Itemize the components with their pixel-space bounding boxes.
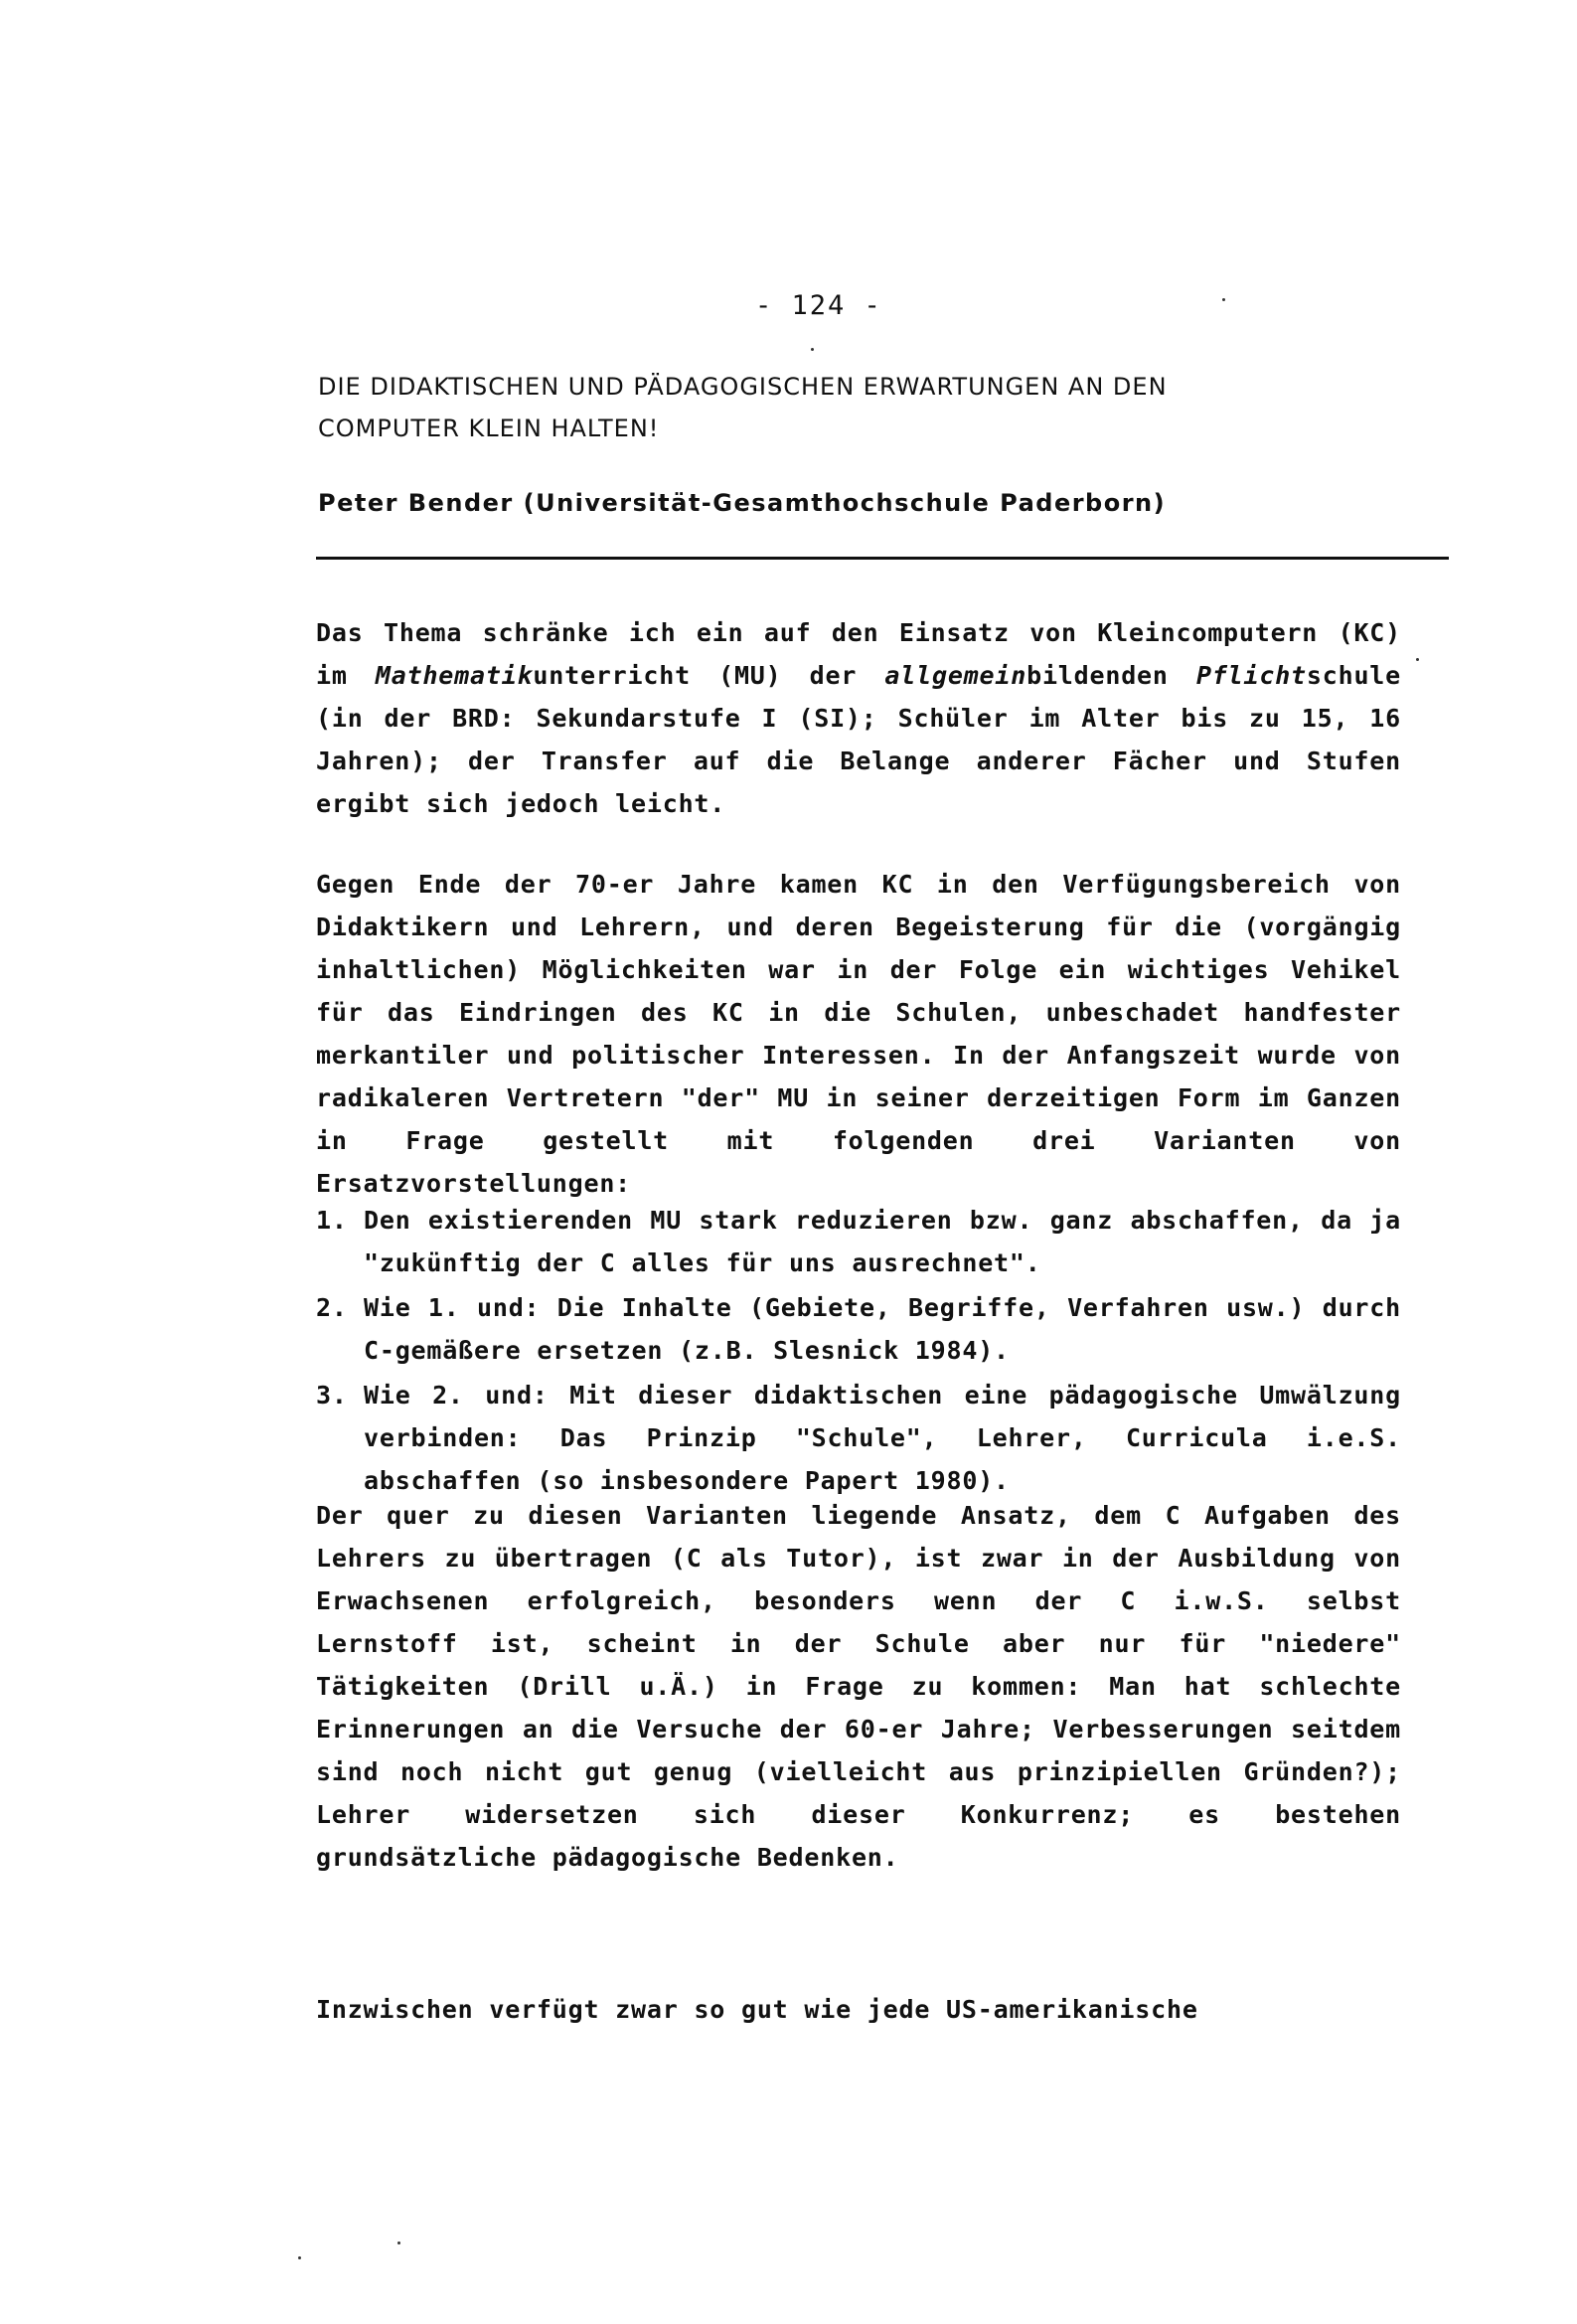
article-title [318, 366, 1431, 449]
paragraph-1-text-c: bildenden [1026, 661, 1196, 690]
list-item-number: 3. [316, 1381, 348, 1410]
scan-speck [397, 2241, 400, 2244]
title-line-2: COMPUTER KLEIN HALTEN! [318, 415, 660, 442]
scan-speck [1222, 298, 1225, 301]
paragraph-1-italic-allgemein: allgemein [884, 661, 1027, 690]
list-item [316, 1199, 1401, 1284]
list-item-number: 1. [316, 1206, 348, 1235]
list-item-text: Den existierenden MU stark reduzieren bzw. ganz abschaffen, da ja "zukünftig der C alles für uns ausrechnet". [364, 1206, 1401, 1277]
paragraph-3: Der quer zu diesen Varianten liegende Ansatz, dem C Aufgaben des Lehrers zu übertragen (C als Tutor), ist zwar in der Ausbildung von Erwachsenen erfolgreich, besonders wenn der C i.w.S. selbst Lernstoff ist, scheint in der Schule aber nur für "niedere" Tätigkeiten (Drill u.Ä.) in Frage zu kommen: Man hat schlechte Erinnerungen an die Versuche der 60-er Jahre; Verbesserungen seitdem sind noch nicht gut genug (vielleicht aus prinzipiellen Gründen?); Lehrer widersetzen sich dieser Konkurrenz; es bestehen grundsätzliche pädagogische Bedenken. [316, 1501, 1401, 1872]
list-item-number: 2. [316, 1293, 348, 1322]
list-item [316, 1374, 1401, 1502]
paragraph-1 [316, 611, 1401, 825]
list-item [316, 1286, 1401, 1372]
paragraph-1-italic-pflicht: Pflicht [1195, 661, 1307, 690]
paragraph-1-text-a: Das Thema schränke ich ein auf den Einsatz von Kleincomputern (KC) im [316, 618, 1401, 690]
scan-speck [811, 348, 814, 351]
scan-speck [1416, 658, 1419, 661]
variants-list [316, 1199, 1401, 1504]
paragraph-1-text-b: unterricht (MU) der [533, 661, 885, 690]
title-line-1: DIE DIDAKTISCHEN UND PÄDAGOGISCHEN ERWARTUNGEN AN DEN [318, 373, 1168, 401]
paragraph-1-text-d: schule (in der BRD: Sekundarstufe I (SI); Schüler im Alter bis zu 15, 16 Jahren); der Transfer auf die Belange anderer Fächer und Stufen ergibt sich jedoch leicht. [316, 661, 1402, 818]
paragraph-4: Inzwischen verfügt zwar so gut wie jede US-amerikanische [316, 1995, 1198, 2024]
list-item-text: Wie 2. und: Mit dieser didaktischen eine pädagogische Umwälzung verbinden: Das Prinzip "Schule", Lehrer, Curricula i.e.S. abschaffen (so insbesondere Papert 1980). [364, 1381, 1401, 1495]
list-item-text: Wie 1. und: Die Inhalte (Gebiete, Begriffe, Verfahren usw.) durch C-gemäßere ersetzen (z.B. Slesnick 1984). [364, 1293, 1401, 1365]
paragraph-1-italic-mathematik: Mathematik [375, 661, 534, 690]
paragraph-2: Gegen Ende der 70-er Jahre kamen KC in den Verfügungsbereich von Didaktikern und Lehrern, und deren Begeisterung für die (vorgängig inhaltlichen) Möglichkeiten war in der Folge ein wichtiges Vehikel für das Eindringen des KC in die Schulen, unbeschadet handfester merkantiler und politischer Interessen. In der Anfangszeit wurde von radikaleren Vertretern "der" MU in seiner derzeitigen Form im Ganzen in Frage gestellt mit folgenden drei Varianten von Ersatzvorstellungen: [316, 870, 1401, 1198]
page-number: - 124 - [755, 290, 882, 321]
scan-speck [298, 2256, 301, 2259]
author-line: Peter Bender (Universität-Gesamthochschule Paderborn) [318, 489, 1167, 517]
separator-rule [316, 557, 1449, 560]
